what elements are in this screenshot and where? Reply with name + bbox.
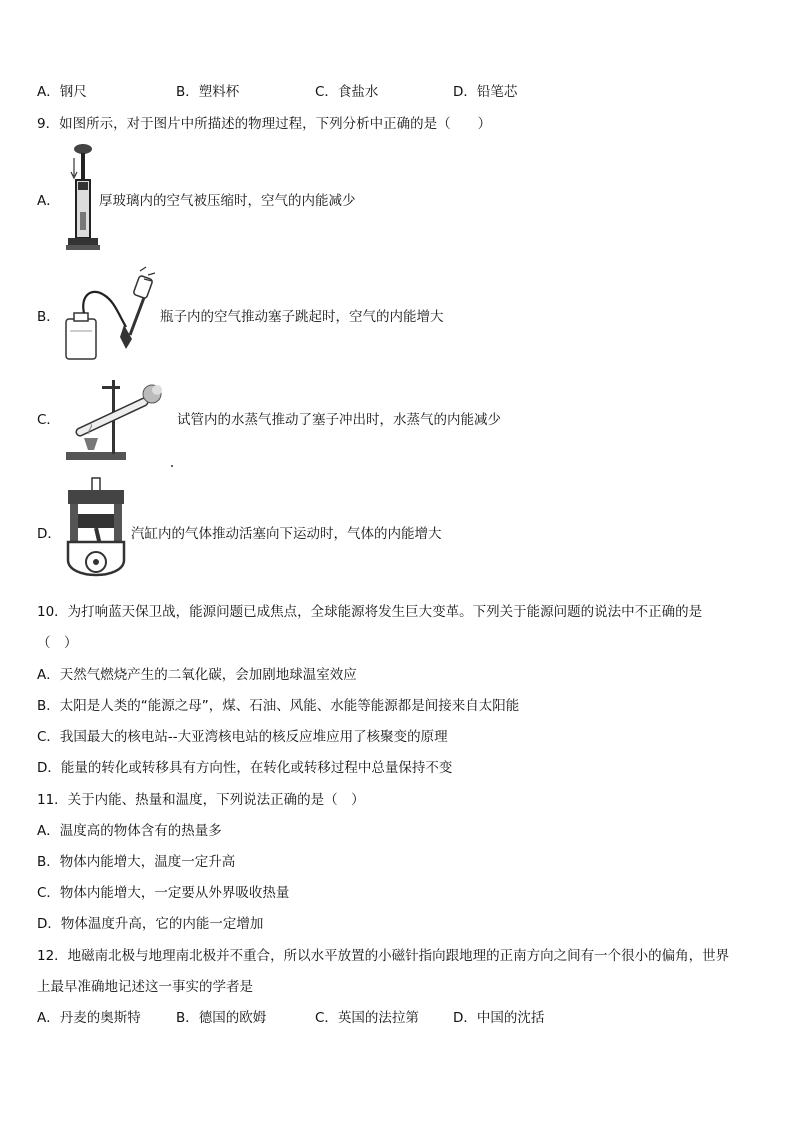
- q9-option-c-letter: C．: [37, 412, 60, 428]
- q11-option-b: B．物体内能增大，温度一定升高: [37, 854, 236, 870]
- q10-option-d: D．能量的转化或转移具有方向性，在转化或转移过程中总量保持不变: [37, 760, 453, 776]
- q8-option-b: B．塑料杯: [176, 84, 240, 100]
- q9-option-a-text: 厚玻璃内的空气被压缩时，空气的内能减少: [99, 193, 356, 209]
- q10-stem-line2: （ ）: [37, 635, 78, 651]
- q8-option-c: C．食盐水: [315, 84, 379, 100]
- q9-option-d-text: 汽缸内的气体推动活塞向下运动时，气体的内能增大: [131, 526, 442, 542]
- q10-option-b: B．太阳是人类的“能源之母”，煤、石油、风能、水能等能源都是间接来自太阳能: [37, 698, 520, 714]
- bottle-pump-stopper-icon: [62, 265, 160, 363]
- q9-stem: 9．如图所示，对于图片中所描述的物理过程，下列分析中正确的是（ ）: [37, 116, 492, 132]
- q11-option-a: A．温度高的物体含有的热量多: [37, 823, 222, 839]
- q10-option-c: C．我国最大的核电站--大亚湾核电站的核反应堆应用了核聚变的原理: [37, 729, 448, 745]
- q9-option-d-letter: D．: [37, 526, 61, 542]
- q12-stem-line2: 上最早准确地记述这一事实的学者是: [37, 979, 253, 995]
- q8-option-d: D．铅笔芯: [453, 84, 518, 100]
- q9-option-b-letter: B．: [37, 309, 60, 325]
- q8-option-a: A．钢尺: [37, 84, 87, 100]
- q10-stem-line1: 10．为打响蓝天保卫战，能源问题已成焦点，全球能源将发生巨大变革。下列关于能源问题的说法中不正确的是: [37, 604, 703, 620]
- q9-option-a-letter: A．: [37, 193, 60, 209]
- q12-stem-line1: 12．地磁南北极与地理南北极并不重合，所以水平放置的小磁针指向跟地理的正南方向之间有一个很小的偏角，世界: [37, 948, 730, 964]
- q12-option-c: C．英国的法拉第: [315, 1010, 419, 1026]
- q12-option-d: D．中国的沈括: [453, 1010, 545, 1026]
- q11-option-c: C．物体内能增大，一定要从外界吸收热量: [37, 885, 290, 901]
- q9-option-b-text: 瓶子内的空气推动塞子跳起时，空气的内能增大: [160, 309, 444, 325]
- q11-stem: 11．关于内能、热量和温度，下列说法正确的是（ ）: [37, 792, 365, 808]
- test-tube-steam-icon: [62, 372, 178, 470]
- q12-option-a: A．丹麦的奥斯特: [37, 1010, 141, 1026]
- air-compression-syringe-icon: [62, 142, 100, 254]
- q12-option-b: B．德国的欧姆: [176, 1010, 267, 1026]
- q11-option-d: D．物体温度升高，它的内能一定增加: [37, 916, 264, 932]
- q10-option-a: A．天然气燃烧产生的二氧化碳，会加剧地球温室效应: [37, 667, 357, 683]
- q9-option-c-text: 试管内的水蒸气推动了塞子冲出时，水蒸气的内能减少: [177, 412, 501, 428]
- engine-cylinder-piston-icon: [62, 476, 130, 584]
